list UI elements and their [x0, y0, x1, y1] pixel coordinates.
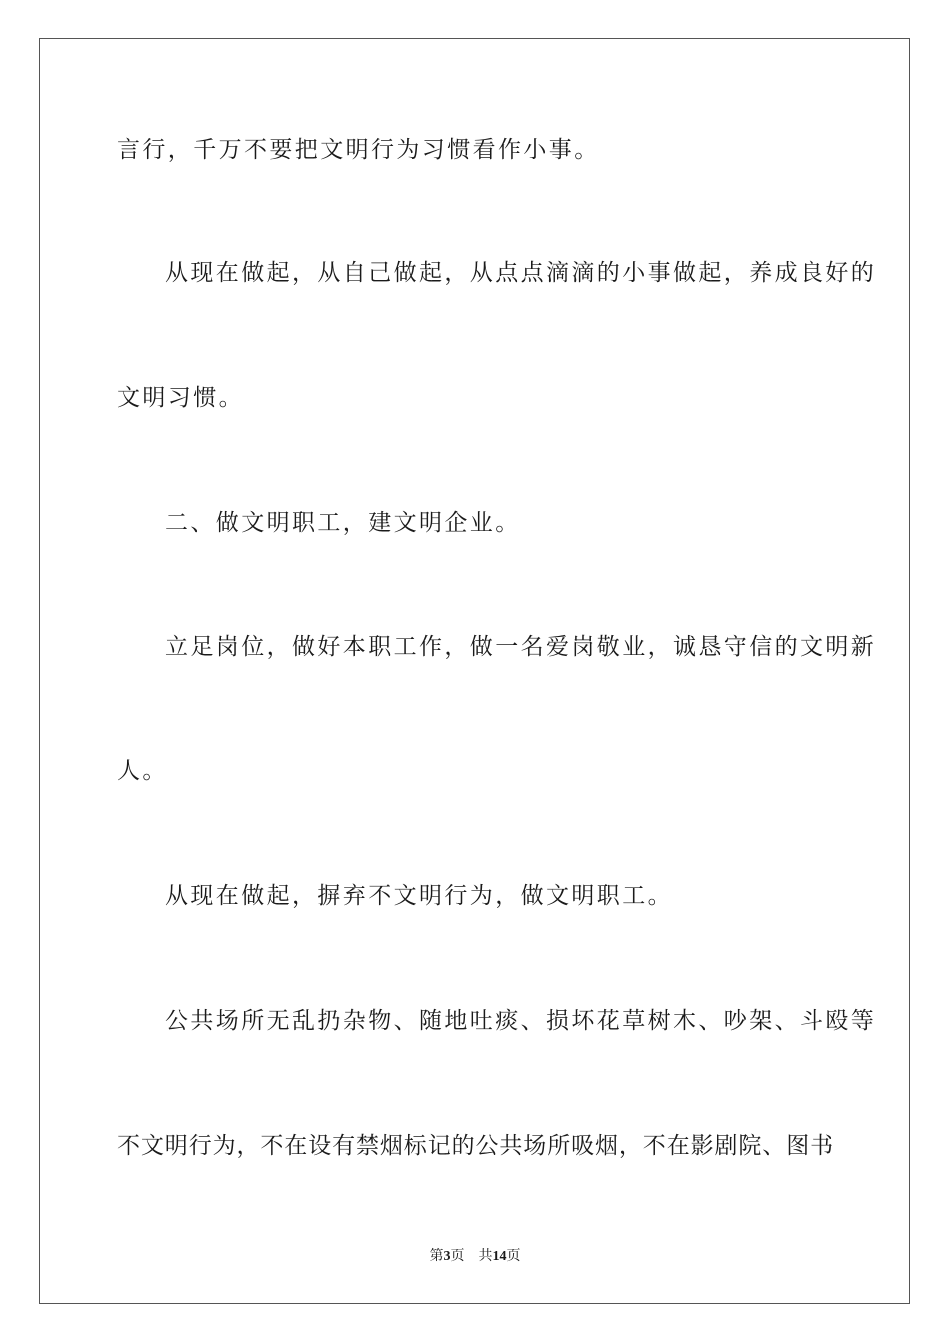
footer-total-prefix: 共 [478, 1248, 493, 1264]
page-footer [0, 1247, 950, 1266]
footer-page-prefix: 第 [429, 1248, 444, 1264]
body-text-line-5: 立足岗位，做好本职工作，做一名爱岗敬业，诚恳守信的文明新 [165, 634, 877, 660]
body-text-line-3: 文明习惯。 [117, 385, 244, 411]
body-text-line-1: 言行，千万不要把文明行为习惯看作小事。 [117, 137, 600, 163]
page-border [39, 38, 910, 1304]
body-text-line-6: 人。 [117, 758, 168, 784]
footer-page-number: 3 [443, 1249, 451, 1264]
footer-total-number: 14 [492, 1249, 507, 1264]
body-text-line-2: 从现在做起，从自己做起，从点点滴滴的小事做起，养成良好的 [165, 260, 877, 286]
body-text-line-7: 从现在做起，摒弃不文明行为，做文明职工。 [165, 883, 673, 909]
section-heading: 二、做文明职工，建文明企业。 [165, 510, 521, 536]
footer-total-suffix: 页 [506, 1248, 521, 1264]
footer-page-suffix: 页 [450, 1248, 465, 1264]
body-text-line-8: 公共场所无乱扔杂物、随地吐痰、损坏花草树木、吵架、斗殴等 [165, 1008, 877, 1034]
body-text-line-9: 不文明行为，不在设有禁烟标记的公共场所吸烟，不在影剧院、图书 [117, 1133, 834, 1159]
